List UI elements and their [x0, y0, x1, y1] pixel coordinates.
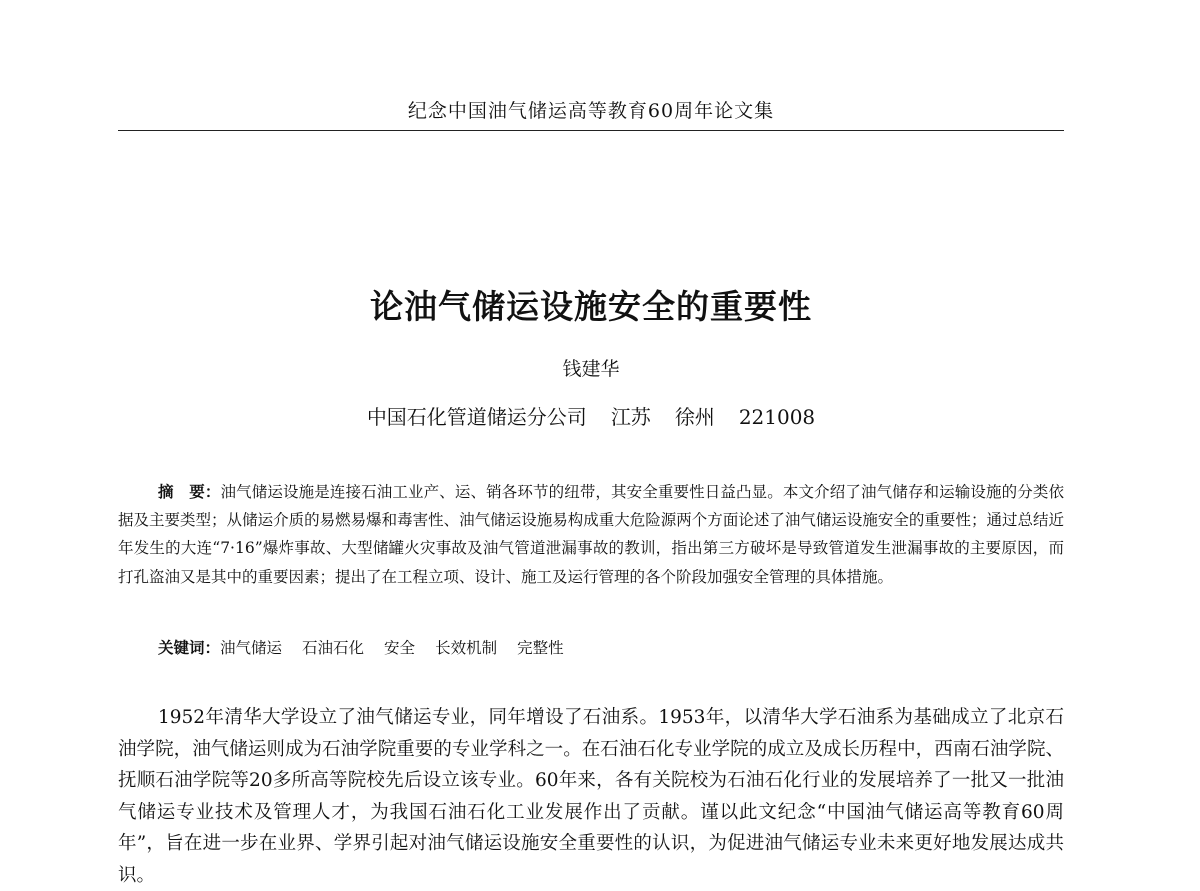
affiliation: [118, 401, 1064, 433]
abstract-label: 摘 要：: [158, 483, 221, 501]
article-title: 论油气储运设施安全的重要性: [370, 287, 812, 326]
affiliation-province: 江苏: [610, 405, 651, 429]
keyword: 石油石化: [302, 639, 365, 657]
keywords-label: 关键词：: [158, 639, 221, 657]
affiliation-postcode: 221008: [738, 405, 816, 429]
abstract: [118, 478, 1064, 591]
body-paragraph: 1952年清华大学设立了油气储运专业，同年增设了石油系。1953年，以清华大学石油系为基础成立了北京石油学院，油气储运则成为石油学院重要的专业学科之一。在石油石化专业学院的成立及成长历程中，西南石油学院、抚顺石油学院等20多所高等院校先后设立该专业。60年来，各有关院校为石油石化行业的发展培养了一批又一批油气储运专业技术及管理人才，为我国石油石化工业发展作出了贡献。谨以此文纪念“中国油气储运高等教育60周年”，旨在进一步在业界、学界引起对油气储运设施安全重要性的认识，为促进油气储运专业未来更好地发展达成共识。: [118, 707, 1064, 886]
abstract-text: 油气储运设施是连接石油工业产、运、销各环节的纽带，其安全重要性日益凸显。本文介绍了油气储存和运输设施的分类依据及主要类型；从储运介质的易燃易爆和毒害性、油气储运设施易构成重大危险源两个方面论述了油气储运设施安全的重要性；通过总结近年发生的大连“7·16”爆炸事故、大型储罐火灾事故及油气管道泄漏事故的教训，指出第三方破坏是导致管道发生泄漏事故的主要原因，而打孔盗油又是其中的重要因素；提出了在工程立项、设计、施工及运行管理的各个阶段加强安全管理的具体措施。: [118, 483, 1064, 586]
keyword: 安全: [384, 639, 416, 657]
keyword: 长效机制: [435, 639, 498, 657]
keyword: 油气储运: [220, 639, 283, 657]
affiliation-city: 徐州: [674, 405, 715, 429]
keywords: [158, 634, 1064, 662]
running-header: 纪念中国油气储运高等教育60周年论文集: [407, 100, 775, 122]
affiliation-organization: 中国石化管道储运分公司: [366, 405, 587, 429]
keyword: 完整性: [517, 639, 564, 657]
header-rule: [118, 130, 1064, 131]
author: 钱建华: [562, 358, 620, 380]
